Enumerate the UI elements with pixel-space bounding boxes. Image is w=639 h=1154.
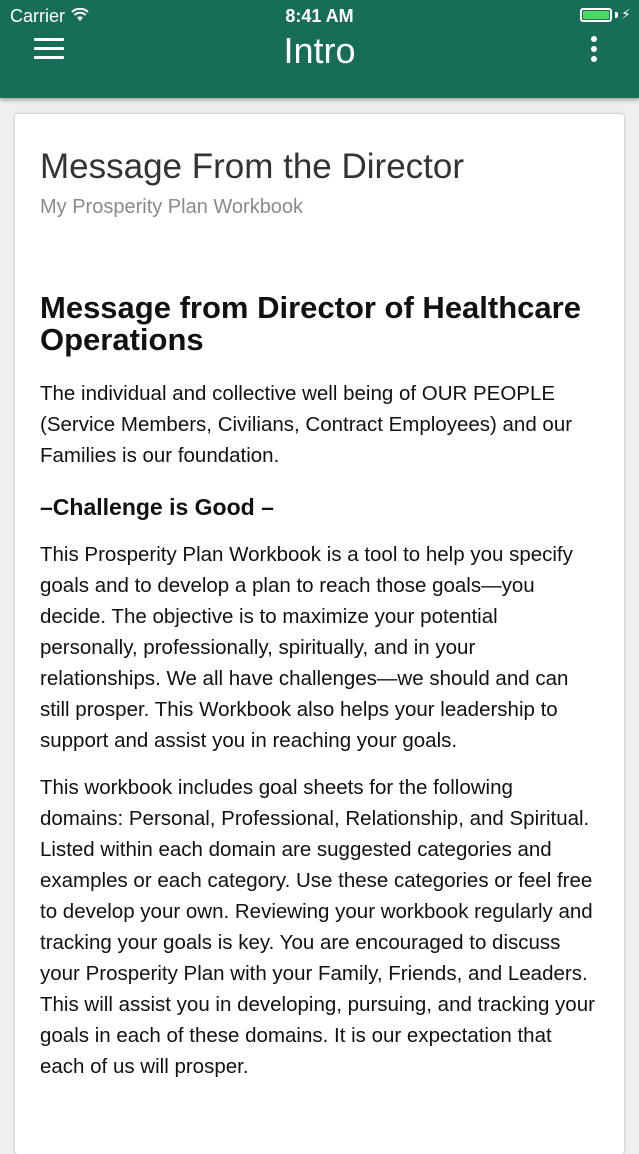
battery-icon <box>580 8 612 22</box>
card-title: Message From the Director <box>40 147 465 186</box>
status-bar <box>0 0 639 32</box>
body-paragraph-1: This Prosperity Plan Workbook is a tool to help you specify goals and to develop a plan to reach those goals—you decide. The objective is to maximize your potential personally, professionally, spiritually, and in your relationships. We all have challenges—we should and can still prosper. This Workbook also helps your leadership to support and assist you in reaching your goals. <box>40 543 573 752</box>
app-bar <box>0 0 639 98</box>
content-card <box>15 114 624 1154</box>
card-subtitle: My Prosperity Plan Workbook <box>40 196 304 218</box>
intro-paragraph: The individual and collective well being of OUR PEOPLE (Service Members, Civilians, Contract Employees) and our Families is our foundation. <box>40 382 573 467</box>
status-time: 8:41 AM <box>285 6 354 26</box>
battery-fill <box>583 11 609 19</box>
section-subheading: –Challenge is Good – <box>40 494 274 520</box>
page-title: Intro <box>283 30 356 71</box>
battery-tip <box>615 12 618 18</box>
article-heading: Message from Director of Healthcare Operations <box>40 290 581 357</box>
charging-bolt-icon: ⚡︎ <box>621 6 631 22</box>
carrier-label: Carrier <box>10 6 66 26</box>
body-paragraph-2: This workbook includes goal sheets for the following domains: Personal, Professional, Relationship, and Spiritual. Listed within each domain are suggested categories and examples or each category. Use these categories or feel free to develop your own. Reviewing your workbook regularly and tracking your goals is key. You are encouraged to discuss your Prosperity Plan with your Family, Friends, and Leaders. This will assist you in developing, pursuing, and tracking your goals in each of these domains. It is our expectation that each of us will prosper. <box>40 776 595 1078</box>
battery-indicator <box>580 6 631 23</box>
more-vertical-icon[interactable] <box>589 36 599 66</box>
